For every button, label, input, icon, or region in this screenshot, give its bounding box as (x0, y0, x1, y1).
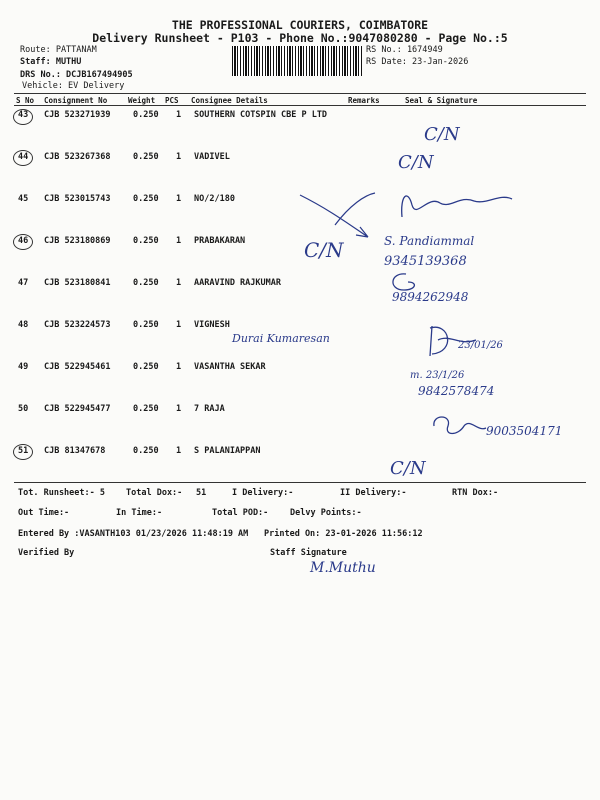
staff-signature: M.Muthu (310, 560, 376, 576)
row-sno: 50 (18, 404, 29, 414)
row-sno: 47 (18, 278, 29, 288)
row-consignee: NO/2/180 (194, 194, 235, 204)
handwritten-phone: 9345139368 (384, 254, 467, 269)
col-seal-signature: Seal & Signature (405, 96, 478, 105)
row-weight: 0.250 (133, 404, 159, 414)
col-pcs: PCS (165, 96, 179, 105)
total-dox-label: Total Dox:- (126, 488, 183, 498)
company-title: THE PROFESSIONAL COURIERS, COIMBATORE (171, 18, 429, 32)
row-pcs: 1 (176, 362, 182, 372)
verified-by: Verified By (18, 548, 75, 558)
out-time: Out Time:- (18, 508, 70, 518)
col-remarks: Remarks (348, 96, 380, 105)
delvy-points: Delvy Points:- (290, 508, 362, 518)
row-weight: 0.250 (133, 278, 159, 288)
i-delivery: I Delivery:- (232, 488, 294, 498)
row-consignment: CJB 523224573 (44, 320, 111, 330)
row-consignee: PRABAKARAN (194, 236, 246, 246)
ii-delivery: II Delivery:- (340, 488, 407, 498)
col-consignment: Consignment No (44, 96, 108, 105)
row-pcs: 1 (176, 152, 182, 162)
staff-signature-label: Staff Signature (270, 548, 347, 558)
row-consignment: CJB 522945461 (44, 362, 111, 372)
footer-rule (14, 482, 586, 483)
row-sno: 43 (18, 110, 29, 120)
rtn-dox: RTN Dox:- (452, 488, 499, 498)
row-pcs: 1 (176, 194, 182, 204)
handwritten-cn: C/N (424, 124, 460, 145)
header-top-rule (14, 93, 586, 94)
col-sno: S No (16, 96, 35, 105)
entered-by: Entered By :VASANTH103 01/23/2026 11:48:19 AM (18, 529, 249, 539)
vehicle-label: Vehicle: EV Delivery (22, 81, 125, 91)
row-pcs: 1 (176, 278, 182, 288)
row-pcs: 1 (176, 236, 182, 246)
handwritten-date: 23/01/26 (458, 340, 503, 351)
printed-on: Printed On: 23-01-2026 11:56:12 (264, 529, 423, 539)
row-consignment: CJB 523180869 (44, 236, 111, 246)
col-consignee: Consignee Details (191, 96, 268, 105)
row-sno: 51 (18, 446, 29, 456)
row-weight: 0.250 (133, 110, 159, 120)
total-pod: Total POD:- (212, 508, 269, 518)
row-weight: 0.250 (133, 194, 159, 204)
staff-label: Staff: MUTHU (20, 57, 82, 67)
row-consignment: CJB 523180841 (44, 278, 111, 288)
row-pcs: 1 (176, 404, 182, 414)
col-weight: Weight (128, 96, 156, 105)
row-sno: 48 (18, 320, 29, 330)
handwritten-initials: m. 23/1/26 (410, 370, 465, 381)
total-dox-value: 51 (196, 488, 207, 498)
row-pcs: 1 (176, 320, 182, 330)
row-sno: 45 (18, 194, 29, 204)
rs-number: RS No.: 1674949 (366, 45, 443, 55)
handwritten-cn: C/N (398, 152, 434, 173)
drs-number: DRS No.: DCJB167494905 (20, 70, 133, 80)
handwritten-name: Durai Kumaresan (232, 332, 330, 345)
row-weight: 0.250 (133, 236, 159, 246)
header-bottom-rule (14, 105, 586, 106)
handwritten-name: S. Pandiammal (384, 234, 475, 248)
runsheet-subtitle: Delivery Runsheet - P103 - Phone No.:9047080280 - Page No.:5 (92, 31, 508, 45)
barcode-image (232, 46, 362, 76)
handwritten-cn: C/N (304, 238, 344, 262)
row-consignment: CJB 81347678 (44, 446, 106, 456)
row-sno: 49 (18, 362, 29, 372)
row-weight: 0.250 (133, 362, 159, 372)
row-consignee: AARAVIND RAJKUMAR (194, 278, 281, 288)
row-consignee: VADIVEL (194, 152, 230, 162)
handwritten-phone: 9003504171 (486, 424, 563, 438)
row-weight: 0.250 (133, 446, 159, 456)
row-pcs: 1 (176, 446, 182, 456)
in-time: In Time:- (116, 508, 163, 518)
row-consignee: S PALANIAPPAN (194, 446, 261, 456)
row-weight: 0.250 (133, 152, 159, 162)
row-consignee: SOUTHERN COTSPIN CBE P LTD (194, 110, 328, 120)
row-sno: 44 (18, 152, 29, 162)
row-consignee: 7 RAJA (194, 404, 225, 414)
route-label: Route: PATTANAM (20, 45, 97, 55)
row-weight: 0.250 (133, 320, 159, 330)
row-consignment: CJB 522945477 (44, 404, 111, 414)
handwritten-signature (428, 412, 488, 440)
row-consignee: VIGNESH (194, 320, 230, 330)
row-consignment: CJB 523267368 (44, 152, 111, 162)
handwritten-cn: C/N (390, 458, 426, 479)
row-consignment: CJB 523271939 (44, 110, 111, 120)
rs-date: RS Date: 23-Jan-2026 (366, 57, 469, 67)
row-pcs: 1 (176, 110, 182, 120)
row-consignment: CJB 523015743 (44, 194, 111, 204)
tot-runsheet: Tot. Runsheet:- 5 (18, 488, 105, 498)
row-sno: 46 (18, 236, 29, 246)
row-consignee: VASANTHA SEKAR (194, 362, 266, 372)
handwritten-phone: 9894262948 (392, 290, 469, 304)
handwritten-phone: 9842578474 (418, 384, 495, 398)
